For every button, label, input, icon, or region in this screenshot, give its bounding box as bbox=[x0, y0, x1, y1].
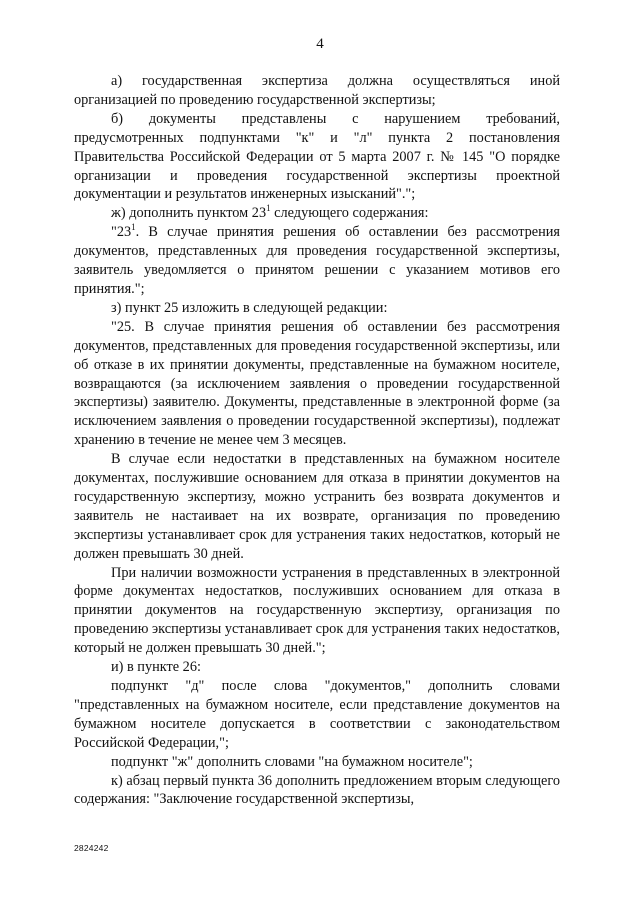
document-body bbox=[74, 72, 560, 809]
superscript-one: 1 bbox=[266, 203, 271, 214]
paragraph-25: "25. В случае принятия решения об оставлении без рассмотрения документов, представленных для проведения государственной экспертизы, или об отказе в их принятии документы, представленные на бумажном носителе, возвращаются (за исключением заявления о проведении государственной экспертизы) заявителю. Документы, представленные в электронной форме (за исключением заявления о проведении государственной экспертизы), подлежат хранению в течение не менее чем 3 месяцев. bbox=[74, 318, 560, 449]
paragraph-subpoint-zh: подпункт "ж" дополнить словами "на бумажном носителе"; bbox=[111, 753, 473, 770]
paragraph-23-1: "$23^1$. В случае принятия решения об оставлении без рассмотрения документов, представленных для проведения государственной экспертизы, заявитель уведомляется о принятом решении с указанием мотивов его принятия."; bbox=[74, 222, 560, 297]
document-code: 2824242 bbox=[74, 843, 109, 853]
superscript-one: 1 bbox=[131, 222, 136, 233]
paragraph-subpoint-d: подпункт "д" после слова "документов," дополнить словами "представленных на бумажном носителе, если представление документов на бумажном носителе допускается в соответствии с законодательством Российской Федерации,"; bbox=[74, 678, 560, 751]
paragraph-25-electronic: При наличии возможности устранения в представленных в электронной форме документах недостатков, послуживших основанием для отказа в принятии документов на государственную экспертизу, организация по проведению экспертизы устанавливает срок для устранения таких недостатков, который не должен превышать 30 дней."; bbox=[74, 564, 560, 657]
paragraph-zh: ж) дополнить пунктом $23^1$ следующего содержания: bbox=[111, 203, 429, 222]
paragraph-25-paper: В случае если недостатки в представленных на бумажном носителе документах, послужившие основанием для отказа в принятии документов на государственную экспертизу, можно устранить без возврата документов и заявитель не настаивает на их возврате, организация по проведению экспертизы устанавливает срок для устранения таких недостатков, который не должен превышать 30 дней. bbox=[74, 451, 560, 562]
paragraph-a: а) государственная экспертиза должна осуществляться иной организацией по проведению государственной экспертизы; bbox=[74, 73, 560, 108]
page-number: 4 bbox=[316, 36, 324, 52]
paragraph-z: з) пункт 25 изложить в следующей редакции: bbox=[111, 299, 388, 316]
paragraph-k: к) абзац первый пункта 36 дополнить предложением вторым следующего содержания: "Заключение государственной экспертизы, bbox=[74, 772, 560, 808]
paragraph-i: и) в пункте 26: bbox=[111, 659, 201, 676]
paragraph-b: б) документы представлены с нарушением требований, предусмотренных подпунктами "к" и "л" пункта 2 постановления Правительства Российской Федерации от 5 марта 2007 г. № 145 "О порядке организации и проведения государственной экспертизы проектной документации и результатов инженерных изысканий"."; bbox=[74, 110, 560, 203]
